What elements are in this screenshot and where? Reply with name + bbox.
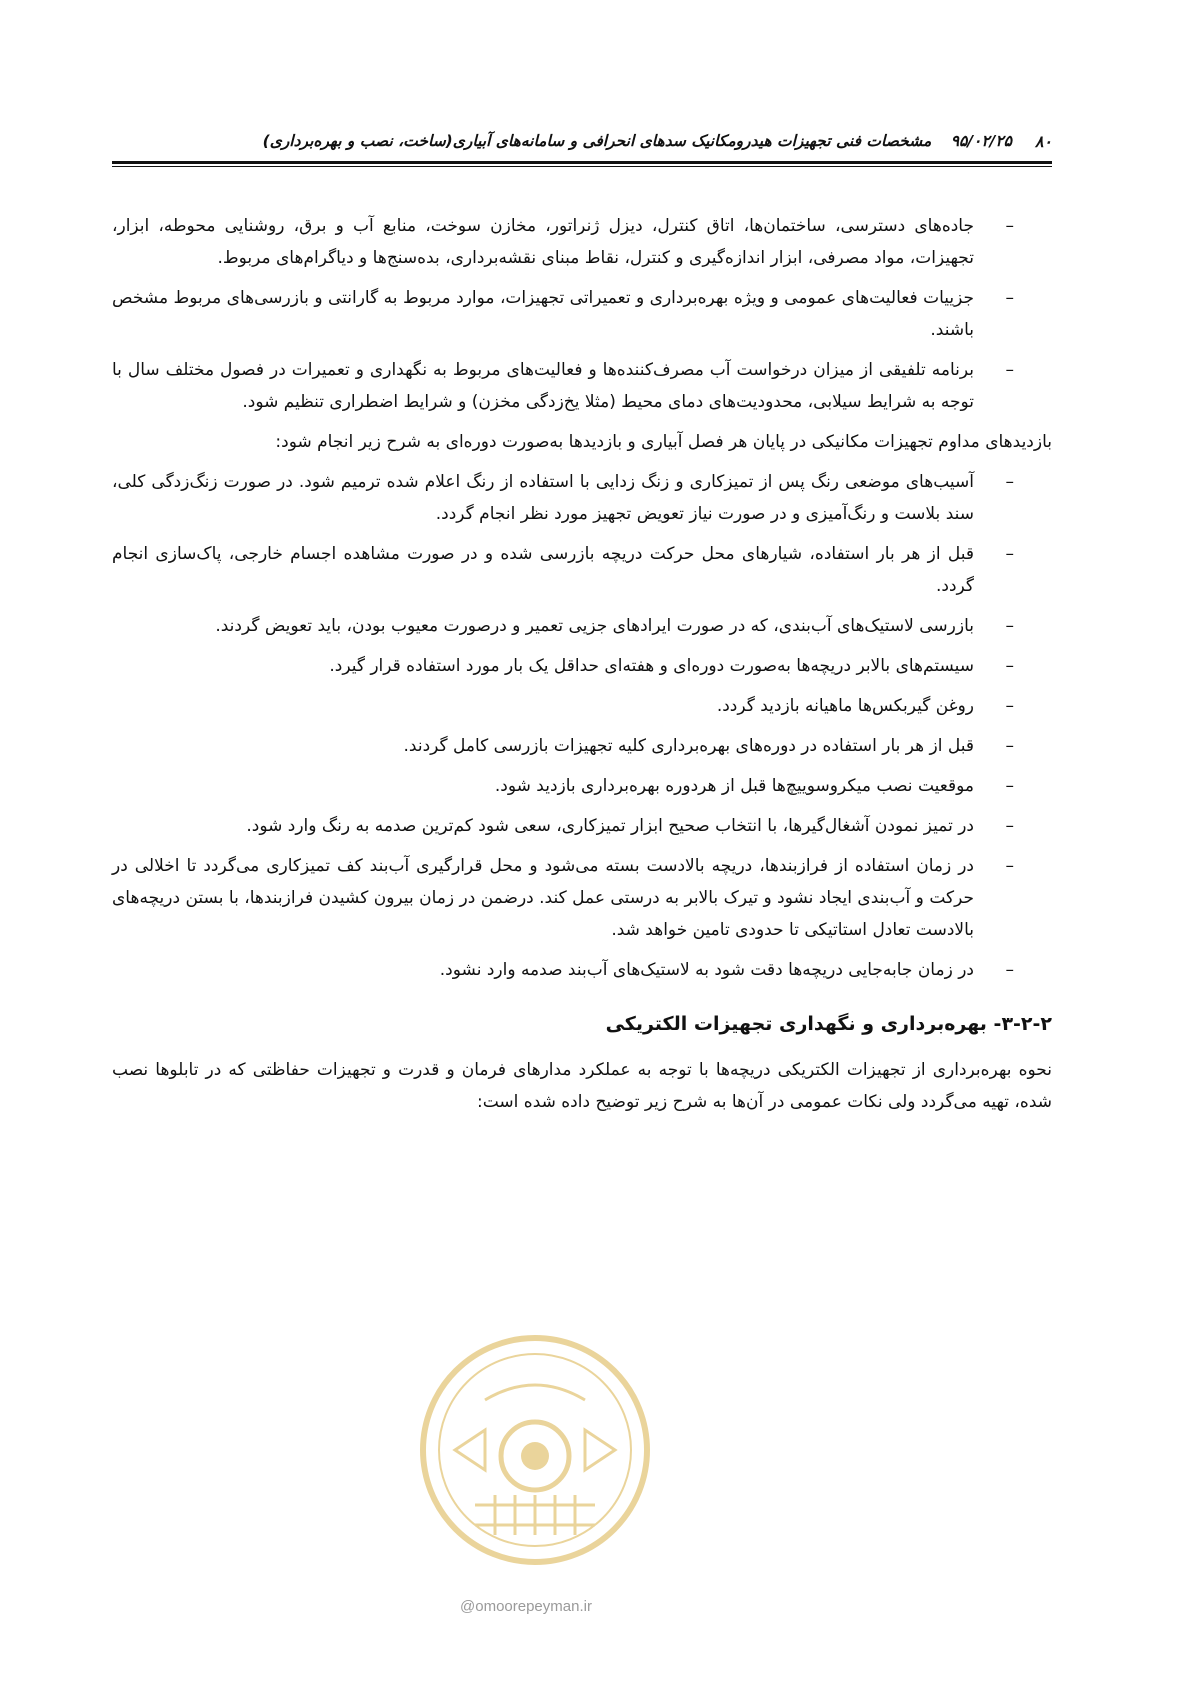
dash-bullet: – — [1005, 472, 1014, 492]
list-item: – موقعیت نصب میکروسوییچ‌ها قبل از هردوره بهره‌برداری بازدید شود. — [112, 770, 1052, 802]
bullet-list-1 — [112, 210, 1052, 418]
watermark-site: @omoorepeyman.ir — [460, 1598, 592, 1615]
dash-bullet: – — [1005, 816, 1014, 836]
list-item: – جزییات فعالیت‌های عمومی و ویژه بهره‌برداری و تعمیراتی تجهیزات، موارد مربوط به گارانتی و بازرسی‌های مربوط مشخص باشند. — [112, 282, 1052, 346]
dash-bullet: – — [1005, 360, 1014, 380]
dash-bullet: – — [1005, 288, 1014, 308]
header-rule-thick — [112, 161, 1052, 164]
dash-bullet: – — [1005, 960, 1014, 980]
dash-bullet: – — [1005, 776, 1014, 796]
list-item: – قبل از هر بار استفاده، شیارهای محل حرکت دریچه بازرسی شده و در صورت مشاهده اجسام خارجی، پاک‌سازی انجام گردد. — [112, 538, 1052, 602]
dash-bullet: – — [1005, 736, 1014, 756]
final-paragraph: نحوه بهره‌برداری از تجهیزات الکتریکی دریچه‌ها با توجه به عملکرد مدارهای فرمان و قدرت و تجهیزات حفاظتی که در تابلوها نصب شده، تهیه می‌گردد ولی نکات عمومی در آن‌ها به شرح زیر توضیح داده شده است: — [112, 1060, 1052, 1112]
list-item: – آسیب‌های موضعی رنگ پس از تمیزکاری و زنگ زدایی با استفاده از رنگ اعلام شده ترمیم شود. در صورت زنگ‌زدگی کلی، سند بلاست و رنگ‌آمیزی و در صورت نیاز تعویض تجهیز مورد نظر انجام گردد. — [112, 466, 1052, 530]
section-heading: ۳-۲-۲- بهره‌برداری و نگهداری تجهیزات الکتریکی — [605, 1013, 1052, 1035]
header-title-line — [112, 132, 1012, 150]
list-item: – قبل از هر بار استفاده در دوره‌های بهره‌برداری کلیه تجهیزات بازرسی کامل گردند. — [112, 730, 1052, 762]
list-item: – در تمیز نمودن آشغال‌گیرها، با انتخاب صحیح ابزار تمیزکاری، سعی شود کم‌ترین صدمه به رنگ وارد شود. — [112, 810, 1052, 842]
page-body — [112, 210, 1052, 1126]
header-date: ۹۵/۰۲/۲۵ — [950, 132, 1012, 150]
list-item: – در زمان جابه‌جایی دریچه‌ها دقت شود به لاستیک‌های آب‌بند صدمه وارد نشود. — [112, 954, 1052, 986]
list-item: – روغن گیربکس‌ها ماهیانه بازدید گردد. — [112, 690, 1052, 722]
dash-bullet: – — [1005, 696, 1014, 716]
page-number: ۸۰ — [1034, 131, 1052, 151]
header-rule-thin — [112, 166, 1052, 167]
list-item: – بازرسی لاستیک‌های آب‌بندی، که در صورت ایرادهای جزیی تعمیر و درصورت معیوب بودن، باید تعویض گردند. — [112, 610, 1052, 642]
intro-paragraph: بازدیدهای مداوم تجهیزات مکانیکی در پایان هر فصل آبیاری و بازدیدها به‌صورت دوره‌ای به شرح زیر انجام شود: — [275, 432, 1052, 452]
list-item: – جاده‌های دسترسی، ساختمان‌ها، اتاق کنترل، دیزل ژنراتور، مخازن سوخت، منابع آب و برق، روشنایی محوطه، ابزار، تجهیزات، مواد مصرفی، ابزار اندازه‌گیری و کنترل، نقاط مبنای نقشه‌برداری، بده‌سنج‌ها و دیاگرام‌های مربوط. — [112, 210, 1052, 274]
watermark-seal-icon — [415, 1330, 655, 1570]
list-item: – سیستم‌های بالابر دریچه‌ها به‌صورت دوره‌ای و هفته‌ای حداقل یک بار مورد استفاده قرار گیرد. — [112, 650, 1052, 682]
list-item: – در زمان استفاده از فرازبندها، دریچه بالادست بسته می‌شود و محل قرارگیری آب‌بند کف تمیزکاری می‌گردد تا اخلالی در حرکت و آب‌بندی ایجاد نشود و تیرک بالابر به درستی عمل کند. درضمن در زمان بیرون کشیدن فرازبندها، با بستن دریچه‌های بالادست تعادل استاتیکی تا حدودی تامین خواهد شد. — [112, 850, 1052, 946]
list-item: – برنامه تلفیقی از میزان درخواست آب مصرف‌کننده‌ها و فعالیت‌های مربوط به نگهداری و تعمیرات در فصول مختلف سال با توجه به شرایط سیلابی، محدودیت‌های دمای محیط (مثلا یخ‌زدگی مخزن) و شرایط اضطراری تنظیم شود. — [112, 354, 1052, 418]
dash-bullet: – — [1005, 656, 1014, 676]
header-title: مشخصات فنی تجهیزات هیدرومکانیک سدهای انحرافی و سامانه‌های آبیاری(ساخت، نصب و بهره‌برداری) — [262, 132, 932, 150]
dash-bullet: – — [1005, 216, 1014, 236]
page-header — [112, 126, 1052, 156]
dash-bullet: – — [1005, 616, 1014, 636]
bullet-list-2 — [112, 466, 1052, 986]
dash-bullet: – — [1005, 856, 1014, 876]
dash-bullet: – — [1005, 544, 1014, 564]
